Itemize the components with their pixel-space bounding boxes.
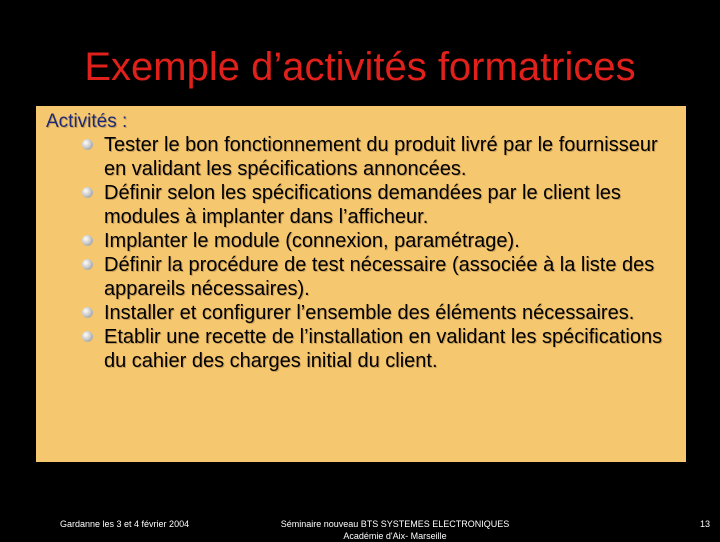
footer-seminar-title: Séminaire nouveau BTS SYSTEMES ELECTRONIQUES xyxy=(280,519,510,529)
activity-text: Tester le bon fonctionnement du produit livré par le fournisseur en validant les spécifications annoncées. xyxy=(104,134,658,180)
activity-text: Etablir une recette de l’installation en validant les spécifications du cahier des charges initial du client. xyxy=(104,326,663,372)
section-heading: Activités : xyxy=(46,111,128,132)
content-box xyxy=(36,106,686,462)
bullet-icon xyxy=(82,235,93,246)
bullet-icon xyxy=(82,331,93,342)
activities-list xyxy=(46,133,674,373)
bullet-icon xyxy=(82,307,93,318)
footer-date: Gardanne les 3 et 4 février 2004 xyxy=(60,519,190,529)
activity-item xyxy=(78,253,674,301)
activity-text: Définir la procédure de test nécessaire (associée à la liste des appareils nécessaires). xyxy=(104,254,655,300)
slide-title: Exemple d’activités formatrices xyxy=(84,45,636,89)
footer-academy: Académie d'Aix- Marseille xyxy=(343,531,447,541)
activity-item xyxy=(78,229,674,253)
activity-text: Définir selon les spécifications demandées par le client les modules à implanter dans l’afficheur. xyxy=(104,182,621,228)
activity-text: Installer et configurer l’ensemble des éléments nécessaires. xyxy=(104,302,635,324)
footer-seminar xyxy=(250,518,540,542)
bullet-icon xyxy=(82,259,93,270)
activity-item xyxy=(78,301,674,325)
activity-item xyxy=(78,181,674,229)
activity-item xyxy=(78,325,674,373)
activity-item xyxy=(78,133,674,181)
page-number: 13 xyxy=(699,519,710,529)
bullet-icon xyxy=(82,139,93,150)
activity-text: Implanter le module (connexion, paramétrage). xyxy=(104,230,520,252)
bullet-icon xyxy=(82,187,93,198)
